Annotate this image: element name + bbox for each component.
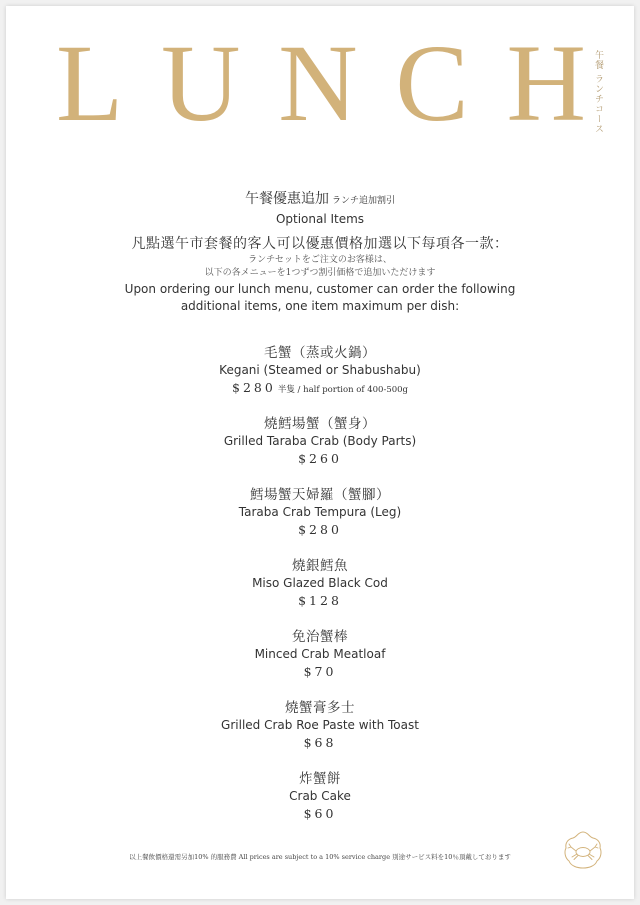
menu-item-note: 半隻 / half portion of 400-500g: [277, 385, 408, 395]
intro-heading-zh: 午餐優惠追加: [244, 191, 329, 207]
menu-item-price: $68: [303, 735, 337, 750]
menu-item-en: Crab Cake: [289, 789, 351, 803]
title-letter: U: [160, 22, 241, 144]
crab-emblem-icon: [561, 828, 605, 872]
menu-item-zh: 鱈場蟹天婦羅（蟹腳）: [250, 487, 390, 503]
intro-heading-en: Optional Items: [275, 212, 365, 226]
menu-item: [6, 699, 634, 770]
menu-item-zh: 燒鱈場蟹（蟹身）: [264, 416, 376, 432]
intro-heading-jp: ランチ追加割引: [331, 196, 395, 206]
menu-item-price: $280: [232, 380, 276, 395]
intro-description-zh: 凡點選午市套餐的客人可以優惠價格加選以下每項各一款：: [131, 236, 509, 252]
intro-description-en-1: Upon ordering our lunch menu, customer can order the following: [124, 282, 516, 296]
menu-item-en: Miso Glazed Black Cod: [252, 576, 388, 590]
intro-description-jp-1: ランチセットをご注文のお客様は、: [248, 255, 392, 265]
menu-item-zh: 燒銀鱈魚: [292, 558, 348, 574]
menu-item-zh: 炸蟹餅: [299, 771, 341, 787]
title-letter: L: [56, 22, 124, 144]
menu-item: [6, 628, 634, 699]
intro-section: [6, 190, 634, 314]
menu-item-zh: 免治蟹棒: [292, 629, 348, 645]
menu-item: [6, 344, 634, 415]
intro-heading: [6, 190, 634, 210]
menu-item-zh: 燒蟹膏多士: [285, 700, 355, 716]
menu-item-en: Grilled Taraba Crab (Body Parts): [223, 434, 417, 448]
intro-description-en-2: additional items, one item maximum per dish:: [180, 299, 460, 313]
menu-item-price: $280: [298, 522, 342, 537]
menu-item-zh: 毛蟹（蒸或火鍋）: [264, 345, 376, 361]
menu-item-price: $60: [303, 806, 337, 821]
title-letter: C: [395, 22, 469, 144]
side-label: 午餐 ランチコース: [593, 50, 603, 134]
title-letter: H: [506, 22, 586, 144]
menu-page: [6, 6, 634, 899]
service-charge-note: 以上餐飲價格還需另加10% 的服務費 All prices are subject to a 10% service charge 別途サービス料を10％頂戴しております: [129, 853, 511, 861]
menu-item: [6, 557, 634, 628]
menu-item: [6, 486, 634, 557]
title-letter: N: [278, 22, 358, 144]
menu-item: [6, 415, 634, 486]
menu-item-en: Grilled Crab Roe Paste with Toast: [221, 718, 419, 732]
menu-item: [6, 770, 634, 841]
menu-item-price: $128: [298, 593, 342, 608]
menu-item-en: Kegani (Steamed or Shabushabu): [219, 363, 421, 377]
menu-item-price: $70: [303, 664, 337, 679]
page-title: [56, 22, 586, 144]
intro-description-jp-2: 以下の各メニューを1つずつ割引価格で追加いただけます: [204, 268, 436, 278]
menu-item-en: Taraba Crab Tempura (Leg): [238, 505, 402, 519]
menu-list: [6, 344, 634, 841]
menu-item-price: $260: [298, 451, 342, 466]
menu-item-en: Minced Crab Meatloaf: [254, 647, 386, 661]
